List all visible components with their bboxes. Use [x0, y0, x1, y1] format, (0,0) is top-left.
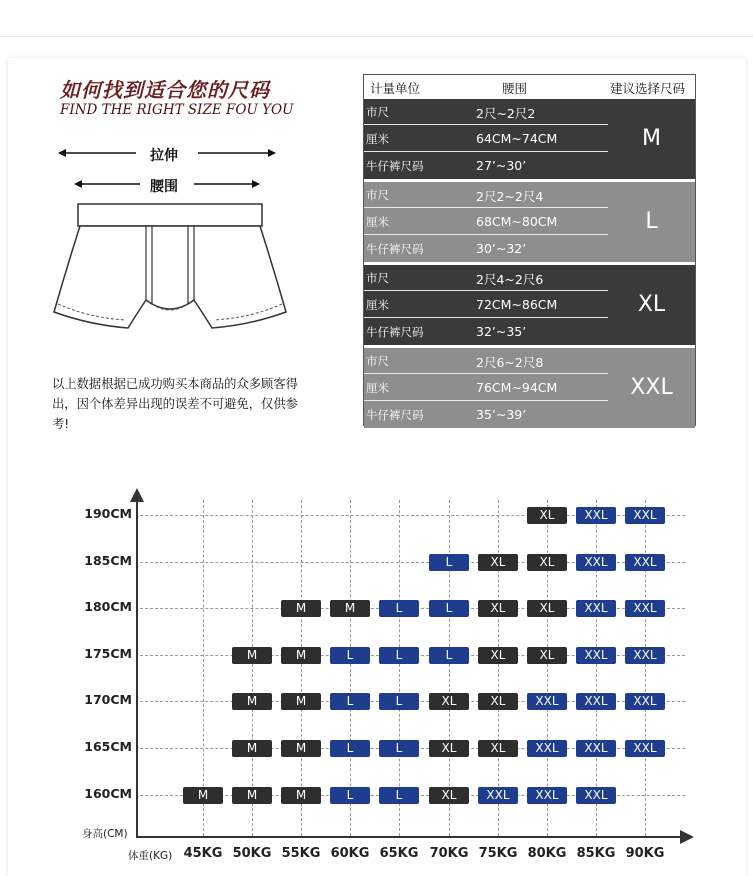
- size-group-m: [364, 99, 695, 179]
- grid-line-vertical: [350, 500, 351, 836]
- page-title: 如何找到适合您的尺码: [60, 78, 270, 102]
- unit-label: 牛仔裤尺码: [366, 242, 424, 256]
- size-chip: M: [232, 787, 272, 804]
- stretch-label: 拉伸: [150, 148, 178, 164]
- x-tick-label: 45KG: [183, 846, 223, 861]
- grid-line-vertical: [301, 500, 302, 836]
- y-tick-label: 175CM: [84, 646, 132, 661]
- y-tick-label: 170CM: [84, 692, 132, 707]
- waist-value: 2尺6~2尺8: [476, 355, 544, 370]
- waist-value: 2尺4~2尺6: [476, 272, 544, 287]
- y-axis-title: 身高(CM): [82, 828, 128, 840]
- size-chip: XXL: [576, 554, 616, 571]
- unit-label: 牛仔裤尺码: [366, 159, 424, 173]
- size-chip: XXL: [576, 693, 616, 710]
- size-chip: XXL: [478, 787, 518, 804]
- waist-label: 腰围: [150, 179, 178, 195]
- unit-label: 牛仔裤尺码: [366, 325, 424, 339]
- grid-line-vertical: [645, 500, 646, 836]
- size-chip: XXL: [625, 554, 665, 571]
- size-l-label: L: [645, 209, 658, 234]
- size-chip: M: [183, 787, 223, 804]
- size-chip: XXL: [576, 647, 616, 664]
- size-chip: XL: [478, 647, 518, 664]
- size-chip: XL: [478, 693, 518, 710]
- size-chip: XL: [478, 600, 518, 617]
- size-chip: M: [281, 600, 321, 617]
- x-tick-label: 80KG: [527, 846, 567, 861]
- size-chip: XL: [478, 740, 518, 757]
- waist-value: 76CM~94CM: [476, 380, 558, 395]
- size-chip: XL: [527, 647, 567, 664]
- unit-label: 市尺: [366, 354, 389, 368]
- waist-value: 32’~35’: [476, 324, 527, 339]
- header-waist: 腰围: [502, 81, 528, 96]
- x-axis-title: 体重(KG): [128, 850, 173, 862]
- size-row: [364, 99, 608, 125]
- size-row: [364, 126, 608, 152]
- size-row: [364, 348, 608, 374]
- size-chip: XL: [527, 600, 567, 617]
- size-chip: M: [330, 600, 370, 617]
- grid-line-vertical: [596, 500, 597, 836]
- size-chip: XL: [429, 787, 469, 804]
- size-chip: XL: [478, 554, 518, 571]
- waist-value: 2尺~2尺2: [476, 106, 536, 121]
- grid-line-vertical: [449, 500, 450, 836]
- unit-label: 厘米: [366, 298, 389, 312]
- size-chip: M: [281, 787, 321, 804]
- unit-label: 市尺: [366, 105, 389, 119]
- size-chip: XXL: [625, 647, 665, 664]
- size-chip: XXL: [576, 507, 616, 524]
- size-chip: XL: [429, 693, 469, 710]
- x-tick-label: 90KG: [625, 846, 665, 861]
- size-xxl-label: XXL: [630, 375, 673, 400]
- size-chip: XXL: [576, 600, 616, 617]
- size-chip: XXL: [625, 507, 665, 524]
- size-chip: L: [429, 554, 469, 571]
- grid-line-vertical: [498, 500, 499, 836]
- size-chip: XXL: [576, 787, 616, 804]
- header-suggested-size: 建议选择尺码: [610, 81, 686, 96]
- size-chip: L: [379, 600, 419, 617]
- unit-label: 厘米: [366, 215, 389, 229]
- size-row: [364, 402, 608, 428]
- y-axis: [136, 498, 138, 838]
- x-tick-label: 85KG: [576, 846, 616, 861]
- size-chip: XL: [527, 554, 567, 571]
- top-bar: [0, 0, 753, 37]
- x-tick-label: 65KG: [379, 846, 419, 861]
- waist-value: 68CM~80CM: [476, 214, 558, 229]
- waist-value: 35’~39’: [476, 407, 527, 422]
- size-table: [363, 74, 696, 426]
- waist-value: 30’~32’: [476, 241, 527, 256]
- size-row: [364, 319, 608, 345]
- y-tick-label: 190CM: [84, 506, 132, 521]
- y-axis-arrow: [130, 488, 144, 502]
- grid-line-vertical: [547, 500, 548, 836]
- grid-line-vertical: [252, 500, 253, 836]
- boxer-briefs-illustration: [50, 200, 290, 350]
- size-row: [364, 236, 608, 262]
- size-chip: M: [281, 647, 321, 664]
- size-chip: XXL: [625, 600, 665, 617]
- waist-value: 72CM~86CM: [476, 297, 558, 312]
- waist-value: 64CM~74CM: [476, 131, 558, 146]
- size-chip: XXL: [527, 693, 567, 710]
- header-unit: 计量单位: [370, 81, 421, 96]
- x-tick-label: 75KG: [478, 846, 518, 861]
- size-table-header: [364, 75, 695, 100]
- unit-label: 市尺: [366, 188, 389, 202]
- size-chip: XXL: [527, 787, 567, 804]
- size-group-xl: [364, 265, 695, 345]
- size-row: [364, 153, 608, 179]
- size-group-l: [364, 182, 695, 262]
- size-group-xxl: [364, 348, 695, 428]
- size-row: [364, 182, 608, 208]
- size-chip: M: [281, 740, 321, 757]
- waist-value: 27’~30’: [476, 158, 527, 173]
- size-chip: L: [330, 787, 370, 804]
- y-tick-label: 165CM: [84, 739, 132, 754]
- unit-label: 市尺: [366, 271, 389, 285]
- y-tick-label: 185CM: [84, 553, 132, 568]
- y-tick-label: 160CM: [84, 786, 132, 801]
- size-chip: M: [281, 693, 321, 710]
- unit-label: 厘米: [366, 132, 389, 146]
- size-chip: L: [379, 693, 419, 710]
- x-tick-label: 50KG: [232, 846, 272, 861]
- y-tick-label: 180CM: [84, 599, 132, 614]
- size-row: [364, 265, 608, 291]
- size-chip: XXL: [576, 740, 616, 757]
- size-chip: L: [379, 787, 419, 804]
- x-axis-arrow: [680, 830, 694, 844]
- x-tick-label: 55KG: [281, 846, 321, 861]
- unit-label: 牛仔裤尺码: [366, 408, 424, 422]
- grid-line-vertical: [203, 500, 204, 836]
- size-chip: M: [232, 740, 272, 757]
- x-axis: [136, 836, 684, 838]
- x-tick-label: 70KG: [429, 846, 469, 861]
- unit-label: 厘米: [366, 381, 389, 395]
- size-chip: XXL: [625, 693, 665, 710]
- size-chip: L: [379, 647, 419, 664]
- size-chip: XL: [527, 507, 567, 524]
- size-chip: M: [232, 647, 272, 664]
- size-chip: L: [330, 693, 370, 710]
- size-xl-label: XL: [637, 292, 666, 317]
- size-row: [364, 375, 608, 401]
- waist-value: 2尺2~2尺4: [476, 189, 544, 204]
- size-chip: XL: [429, 740, 469, 757]
- size-m-label: M: [642, 126, 661, 151]
- size-row: [364, 209, 608, 235]
- size-chip: L: [429, 600, 469, 617]
- page-subtitle: FIND THE RIGHT SIZE FOU YOU: [60, 102, 294, 118]
- size-chip: L: [379, 740, 419, 757]
- size-chip: XXL: [625, 740, 665, 757]
- x-tick-label: 60KG: [330, 846, 370, 861]
- size-note: 以上数据根据已成功购买本商品的众多顾客得出，因个体差异出现的误差不可避免，仅供参考!: [52, 377, 298, 431]
- size-chip: L: [330, 740, 370, 757]
- size-chip: L: [330, 647, 370, 664]
- size-row: [364, 292, 608, 318]
- size-chip: XXL: [527, 740, 567, 757]
- size-chip: M: [232, 693, 272, 710]
- size-chip: L: [429, 647, 469, 664]
- grid-line-vertical: [399, 500, 400, 836]
